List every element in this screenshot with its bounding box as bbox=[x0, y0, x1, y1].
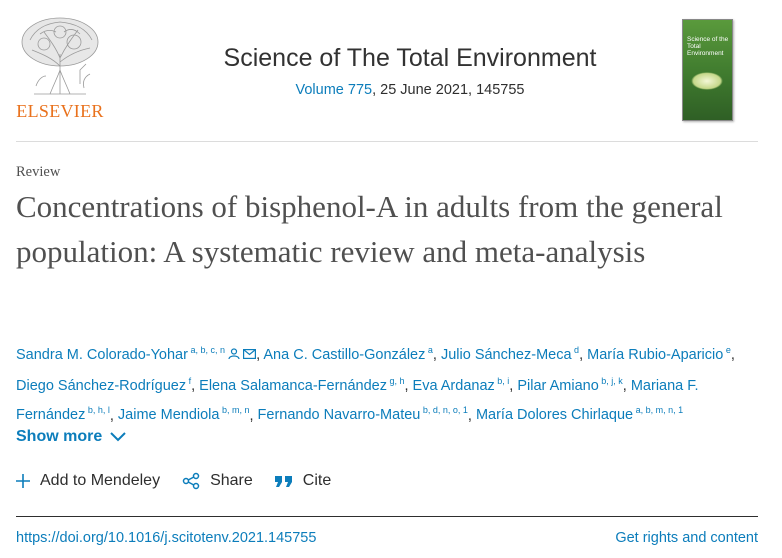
author-link[interactable] bbox=[258, 407, 468, 423]
author-link[interactable] bbox=[16, 375, 192, 394]
article-actions bbox=[16, 472, 353, 490]
author-link[interactable] bbox=[118, 407, 250, 423]
author-link[interactable] bbox=[199, 375, 405, 394]
doi-link[interactable]: https://doi.org/10.1016/j.scitotenv.2021.145755 bbox=[16, 530, 317, 546]
author-name: Eva Ardanaz bbox=[412, 377, 495, 394]
author-link[interactable] bbox=[412, 375, 510, 394]
journal-header bbox=[0, 0, 782, 142]
author-link[interactable] bbox=[517, 375, 623, 394]
author-affiliation: e bbox=[723, 345, 731, 355]
author-affiliation: a, b, m, n, 1 bbox=[633, 405, 684, 416]
author-name: María Rubio-Aparicio bbox=[587, 346, 724, 363]
author-affiliation: b, i bbox=[494, 375, 510, 386]
quote-icon bbox=[275, 474, 293, 488]
cover-artwork bbox=[691, 72, 723, 90]
chevron-down-icon bbox=[110, 432, 126, 442]
author-affiliation: f bbox=[186, 375, 192, 386]
author-separator: , bbox=[432, 346, 441, 363]
author-name: Ana C. Castillo-González bbox=[263, 346, 426, 363]
add-to-mendeley-label: Add to Mendeley bbox=[40, 472, 161, 489]
cite-label: Cite bbox=[302, 472, 332, 489]
author-name: Sandra M. Colorado-Yohar bbox=[16, 346, 188, 363]
footer-divider bbox=[16, 516, 758, 517]
author-link[interactable] bbox=[587, 347, 731, 363]
author-name: Jaime Mendiola bbox=[117, 407, 220, 424]
journal-cover-image[interactable] bbox=[682, 19, 733, 121]
elsevier-logo[interactable] bbox=[14, 14, 106, 122]
author-list bbox=[16, 338, 766, 428]
article-type: Review bbox=[16, 164, 61, 180]
author-link[interactable] bbox=[441, 347, 579, 363]
header-divider bbox=[16, 141, 758, 142]
author-link[interactable] bbox=[16, 347, 256, 363]
share-button[interactable] bbox=[182, 472, 253, 490]
author-separator: , bbox=[109, 407, 118, 424]
journal-title[interactable]: Science of The Total Environment bbox=[223, 44, 597, 72]
share-label: Share bbox=[210, 472, 253, 489]
author-name: Diego Sánchez-Rodríguez bbox=[16, 377, 187, 394]
author-name: Julio Sánchez-Meca bbox=[440, 346, 572, 363]
rights-link[interactable]: Get rights and content bbox=[615, 530, 758, 546]
author-affiliation: a, b, c, n bbox=[187, 345, 225, 355]
author-separator: , bbox=[730, 346, 735, 363]
author-affiliation: b, m, n bbox=[219, 405, 250, 416]
author-affiliation: a bbox=[425, 345, 433, 355]
author-affiliation: b, d, n, o, 1 bbox=[420, 405, 468, 416]
person-email-icon bbox=[225, 350, 256, 362]
cite-button[interactable] bbox=[275, 472, 331, 490]
author-name: Elena Salamanca-Fernández bbox=[199, 377, 387, 394]
author-name: Pilar Amiano bbox=[517, 377, 599, 394]
volume-link[interactable]: Volume 775 bbox=[295, 82, 373, 98]
cover-title: Science of the Total Environment bbox=[687, 36, 729, 57]
author-separator: , bbox=[509, 377, 518, 394]
elsevier-wordmark: ELSEVIER bbox=[16, 101, 104, 121]
author-separator: , bbox=[256, 346, 264, 363]
add-to-mendeley-button[interactable] bbox=[16, 472, 160, 490]
plus-icon bbox=[16, 474, 30, 488]
author-name: Fernando Navarro-Mateu bbox=[257, 407, 421, 424]
author-separator: , bbox=[191, 377, 200, 394]
author-affiliation: b, h, l bbox=[85, 405, 110, 416]
show-more-button[interactable] bbox=[16, 428, 126, 446]
volume-line bbox=[160, 82, 660, 98]
issue-date: , 25 June 2021, 145755 bbox=[372, 82, 525, 98]
author-separator: , bbox=[579, 346, 588, 363]
author-affiliation: b, j, k bbox=[598, 375, 623, 386]
author-name: Mariana F. Fernández bbox=[16, 377, 699, 424]
article-title: Concentrations of bisphenol-A in adults from the general population: A systematic review and meta-analysis bbox=[16, 189, 723, 269]
author-separator: , bbox=[404, 377, 413, 394]
show-more-label: Show more bbox=[16, 428, 103, 445]
author-affiliation: d bbox=[571, 345, 580, 355]
author-separator: , bbox=[249, 407, 258, 424]
author-separator: , bbox=[622, 377, 631, 394]
elsevier-tree-icon bbox=[14, 14, 106, 98]
author-affiliation: g, h bbox=[386, 375, 405, 386]
author-name: María Dolores Chirlaque bbox=[475, 407, 634, 424]
author-separator: , bbox=[467, 407, 476, 424]
author-link[interactable] bbox=[263, 347, 433, 363]
author-link[interactable] bbox=[476, 407, 683, 423]
share-icon bbox=[182, 472, 200, 490]
